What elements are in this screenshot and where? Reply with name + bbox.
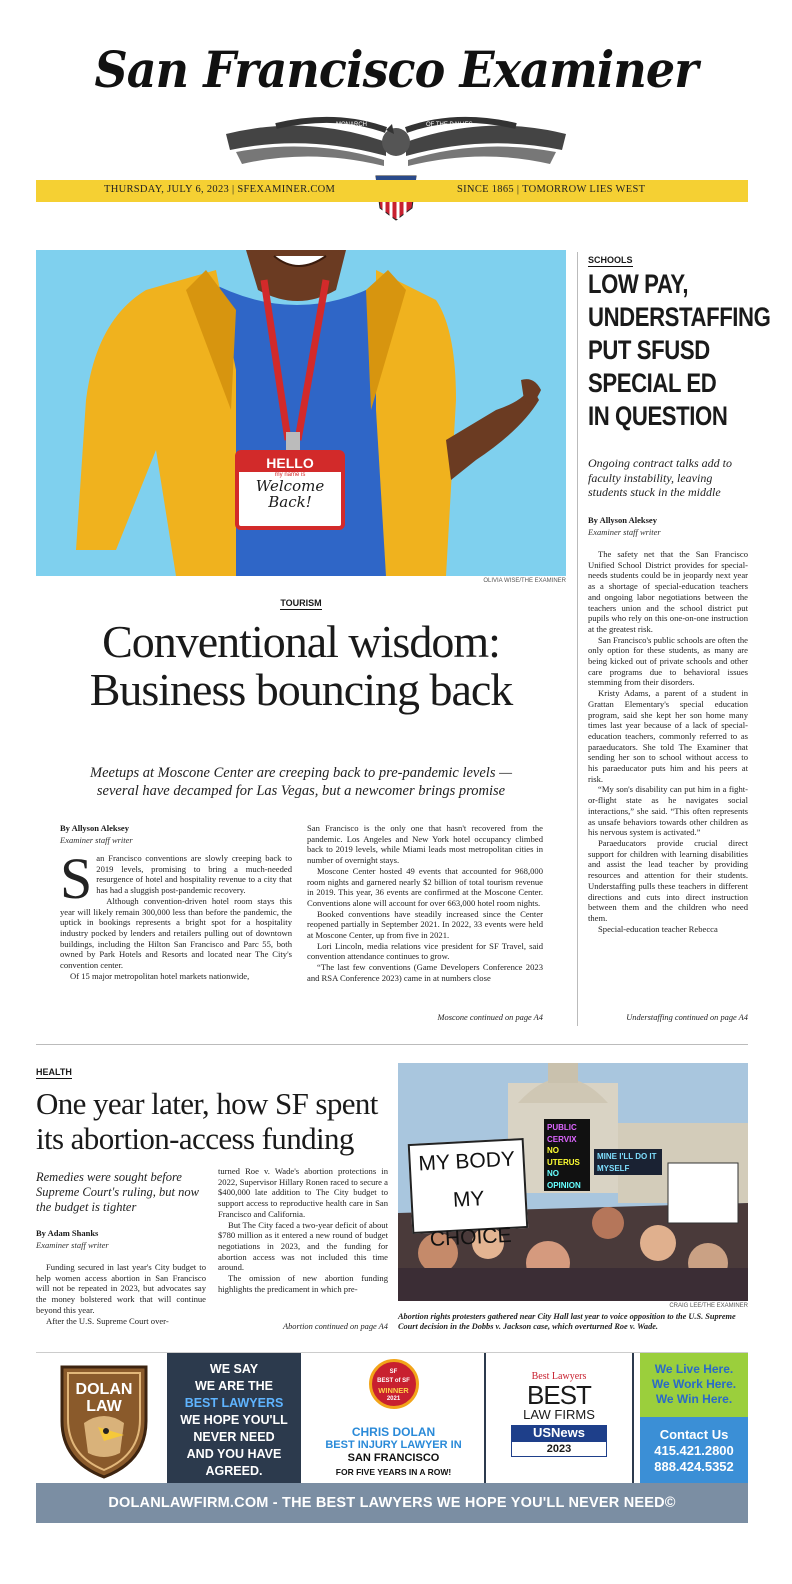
health-dek: Remedies were sought before Supreme Court's ruling, but now the budget is tighter	[36, 1170, 199, 1214]
motto-line: SINCE 1865 | TOMORROW LIES WEST	[457, 184, 646, 195]
health-staff: Examiner staff writer	[36, 1240, 109, 1250]
sidebar-jump[interactable]: Understaffing continued on page A4	[626, 1013, 748, 1022]
dropcap: S	[60, 846, 93, 911]
motto: TOMORROW LIES WEST	[522, 184, 646, 195]
sign-my-body: MY BODY MY CHOICE	[408, 1138, 529, 1234]
photo-caption: Abortion rights protesters gathered near City Hall last year to voice opposition to the U.S. Supreme Court decision in the Dobbs v. Jackson case, which overturned Roe v. Wade.	[398, 1312, 736, 1331]
ad-banner[interactable]: DOLANLAWFIRM.COM - THE BEST LAWYERS WE HOPE YOU'LL NEVER NEED©	[36, 1483, 748, 1523]
section-rule	[36, 1044, 748, 1045]
badge-back: Back!	[268, 493, 312, 511]
sign-public-cervix: PUBLIC CERVIX NO UTERUS NO OPINION	[544, 1119, 590, 1191]
lead-staff: Examiner staff writer	[60, 835, 133, 845]
since: SINCE 1865	[457, 184, 514, 195]
phone-2[interactable]: 888.424.5352	[654, 1459, 734, 1474]
date-line: THURSDAY, JULY 6, 2023 | SFEXAMINER.COM	[104, 184, 336, 195]
health-jump[interactable]: Abortion continued on page A4	[283, 1322, 388, 1331]
protest-photo	[398, 1063, 748, 1301]
health-col2: turned Roe v. Wade's abortion protections in 2022, Supervisor Hillary Ronen raced to secure a $400,000 late addition to The City budget to support access to reproductive health care in San Francisco and California. But The City faced a two-year deficit of about $780 million as it entered a new round of budget negotiations in 2023, and the funding for abortion access was not included this time around. The omission of new abortion funding highlights the predicament in which pre-	[218, 1166, 388, 1294]
dolan-logo: DOLAN LAW	[54, 1361, 154, 1481]
lead-col2: San Francisco is the only one that hasn't recovered from the pandemic. Los Angeles and New York hotel occupancy climbed back to 2019 levels, while Miami leads most metropolitan cities in number of overnight stays. Moscone Center hosted 49 events that accounted for 968,000 room nights and garnered nearly $2 billion of total tourism revenue in 2019. This year, 36 events are confirmed at the Moscone Center. Conventions alone will account for over 663,000 hotel room nights. Booked conventions have steadily increased since the Center reopened partially in September 2021. In 2022, 33 events were held at Moscone Center, up from five in 2021. Lori Lincoln, media relations vice president for SF Travel, said convention attendance continues to grow. “The last few conventions (Game Developers Conference 2023 and RSA Conference 2023) came in at numbers close	[307, 823, 543, 983]
best-law-firms-badge: Best Lawyers BEST LAW FIRMS USNews 2023	[484, 1353, 634, 1485]
award-badge-icon: SF BEST of SF WINNER 2021	[369, 1359, 419, 1409]
site-link[interactable]: SFEXAMINER.COM	[237, 184, 336, 195]
ad-slogan: WE SAY WE ARE THE BEST LAWYERS WE HOPE YOU'LL NEVER NEED AND YOU HAVE AGREED.	[167, 1353, 301, 1485]
ad-live-here: We Live Here. We Work Here. We Win Here.	[640, 1353, 748, 1417]
hero-credit: OLIVIA WISE/THE EXAMINER	[483, 578, 566, 584]
lead-col1: S an Francisco conventions are slowly creeping back to 2019 levels, promising to bring a much-needed resurgence of hotel and hospitality revenue to a city that has had a sluggish post-pandemic recovery. Although convention-driven hotel room stays this year will likely remain 300,000 less than before the pandemic, the uptick in bookings represents a bright spot for a hospitality industry pocked by lenders and retailers pulling out of downtown buildings, including the Hilton San Francisco and Parc 55, both owned by Park Hotels and Resorts and located near The City's convention center. Of 15 major metropolitan hotel markets nationwide,	[60, 846, 292, 981]
photo-credit: CRAIG LEE/THE EXAMINER	[669, 1303, 748, 1309]
date: THURSDAY, JULY 6, 2023	[104, 184, 230, 195]
sidebar-body: The safety net that the San Francisco Unified School District provides for special-needs students could be in jeopardy next year as a shortage of special-education teachers and ongoing labor negotiations between the teachers union and the school district put pupils who rely on this one-on-one instruction at the greatest risk. San Francisco's public schools are often the only option for these students, as many are being kicked out of private schools and other care programs due to behavioral issues stemming from their disorders. Kristy Adams, a parent of a student in Grattan Elementary's special education program, said she kept her son home many times last year because of a lack of special-education teachers, commonly referred to as paraeducators. She told The Examiner that sending her son to school without access to his paraeducator puts him and his peers at risk. “My son's disability can put him in a fight-or-flight state as he navigates social interactions,” she said. “This often represents as unsafe behaviors towards other children as his nervous system is activated.” Paraeducators provide crucial direct support for children with learning disabilities and assist the lead teacher by providing resources and attention for their students. Understaffing pulls these teachers in different directions and cuts into direct instruction between them and the children who need them. Special-education teacher Rebecca	[588, 549, 748, 934]
sidebar-byline: By Allyson Aleksey	[588, 515, 657, 525]
banner-left-text: MONARCH	[336, 122, 367, 128]
ad-award: SF BEST of SF WINNER 2021 CHRIS DOLAN BEST INJURY LAWYER IN SAN FRANCISCO FOR FIVE YEARS IN A ROW!	[306, 1353, 481, 1485]
column-rule	[577, 252, 578, 1026]
hero-illustration	[36, 250, 566, 576]
sidebar-dek: Ongoing contract talks add to faculty instability, leaving students stuck in the middle	[588, 456, 732, 499]
health-col1: Funding secured in last year's City budget to help women access abortion in San Francisco will not be repeated in 2023, but advocates say the money bolstered work that will continue beyond this year. After the U.S. Supreme Court over-	[36, 1262, 206, 1326]
phone-1[interactable]: 415.421.2800	[654, 1443, 734, 1458]
lead-kicker: TOURISM	[280, 598, 322, 608]
sidebar-kicker: SCHOOLS	[588, 255, 633, 265]
sidebar-staff: Examiner staff writer	[588, 527, 661, 537]
ad-name: CHRIS DOLAN	[351, 1425, 436, 1439]
banner-right-text: OF THE DAILIES	[426, 122, 473, 128]
badge-myname: my name is	[274, 472, 306, 478]
eagle-emblem-icon	[216, 104, 576, 224]
lead-headline[interactable]: Conventional wisdom: Business bouncing back	[89, 616, 513, 715]
health-headline[interactable]: One year later, how SF spent its abortion-access funding	[36, 1086, 378, 1156]
sidebar-headline[interactable]: LOW PAY, UNDERSTAFFING PUT SFUSD SPECIAL ED IN QUESTION	[588, 269, 771, 431]
lead-jump[interactable]: Moscone continued on page A4	[437, 1013, 543, 1022]
badge-hello: HELLO	[239, 454, 341, 472]
name-badge	[235, 450, 345, 530]
badge-welcome: Welcome	[255, 477, 325, 495]
health-kicker: HEALTH	[36, 1067, 72, 1077]
sign-mine: MINE I'LL DO IT MYSELF	[594, 1149, 662, 1175]
lead-dek: Meetups at Moscone Center are creeping back to pre-pandemic levels — several have decamped for Las Vegas, but a newcomer brings promise	[90, 765, 512, 799]
lead-byline: By Allyson Aleksey	[60, 823, 129, 833]
health-byline: By Adam Shanks	[36, 1228, 99, 1238]
masthead-title: San Francisco Examiner	[94, 40, 698, 99]
ad-contact[interactable]: Contact Us 415.421.2800 888.424.5352	[640, 1417, 748, 1485]
